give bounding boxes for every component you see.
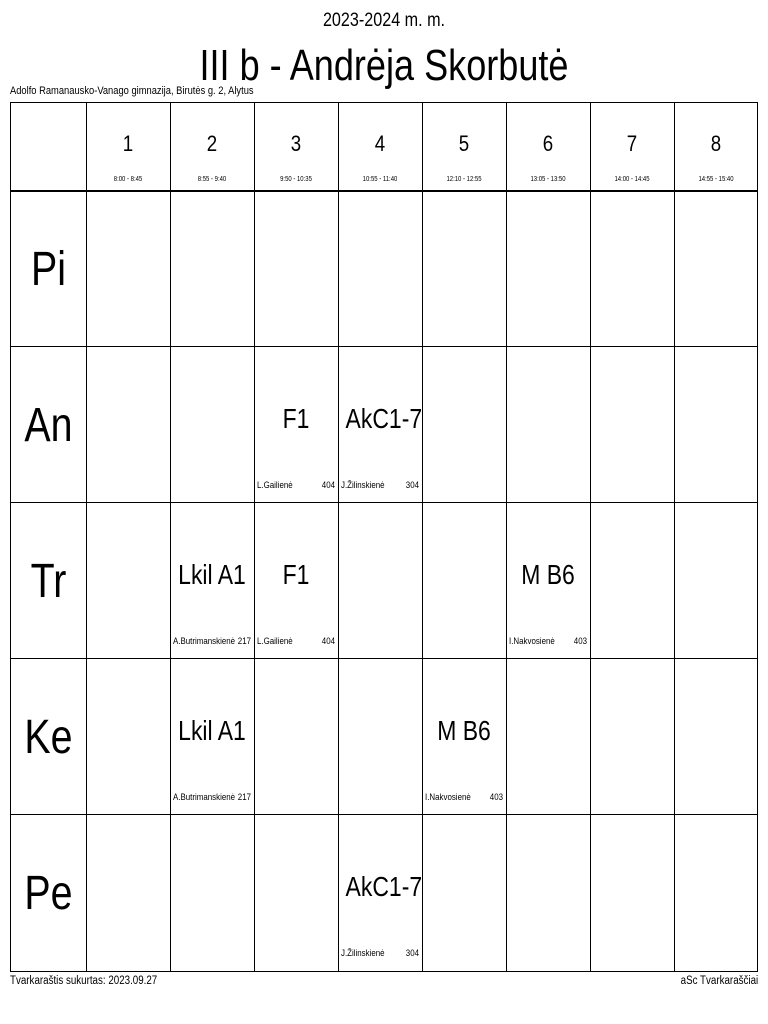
period-time: 8:55 - 9:40 bbox=[197, 176, 227, 183]
lesson-subject: F1 bbox=[282, 403, 310, 434]
lesson-room: 217 bbox=[237, 636, 251, 646]
period-time: 14:55 - 15:40 bbox=[698, 176, 734, 183]
period-number: 5 bbox=[458, 131, 470, 156]
day-label: Pe bbox=[24, 867, 73, 920]
lesson-cell bbox=[422, 658, 506, 814]
period-number: 1 bbox=[122, 131, 134, 156]
page-title: III b - Andrėja Skorbutė bbox=[199, 41, 569, 90]
period-time: 12:10 - 12:55 bbox=[446, 176, 482, 183]
period-number: 3 bbox=[290, 131, 302, 156]
grid-column-divider bbox=[590, 103, 591, 971]
lesson-subject: Lkil A1 bbox=[178, 559, 246, 590]
grid-row-divider bbox=[11, 658, 757, 659]
grid-column-divider bbox=[86, 103, 87, 971]
lesson-cell bbox=[338, 346, 422, 502]
lesson-cell bbox=[338, 814, 422, 970]
brand-label: aSc Tvarkaraščiai bbox=[680, 975, 758, 987]
lesson-room: 404 bbox=[321, 480, 335, 490]
lesson-subject: M B6 bbox=[437, 715, 491, 746]
day-label: An bbox=[24, 399, 73, 452]
lesson-teacher: L.Gailienė bbox=[257, 636, 293, 646]
lesson-subject: Lkil A1 bbox=[178, 715, 246, 746]
period-time: 13:05 - 13:50 bbox=[530, 176, 566, 183]
lesson-teacher: A.Butrimanskienė bbox=[173, 636, 236, 646]
lesson-room: 404 bbox=[321, 636, 335, 646]
lesson-room: 217 bbox=[237, 792, 251, 802]
lesson-room: 403 bbox=[489, 792, 503, 802]
period-time: 10:55 - 11:40 bbox=[362, 176, 398, 183]
period-time: 14:00 - 14:45 bbox=[614, 176, 650, 183]
period-number: 6 bbox=[542, 131, 554, 156]
lesson-room: 403 bbox=[573, 636, 587, 646]
lesson-room: 304 bbox=[405, 948, 419, 958]
period-number: 2 bbox=[206, 131, 218, 156]
grid-column-divider bbox=[422, 103, 423, 971]
period-time: 8:00 - 8:45 bbox=[113, 176, 143, 183]
day-label: Tr bbox=[30, 555, 67, 608]
lesson-room: 304 bbox=[405, 480, 419, 490]
period-time: 9:50 - 10:35 bbox=[280, 176, 312, 183]
lesson-teacher: J.Žilinskienė bbox=[341, 948, 385, 958]
school-address: Adolfo Ramanausko-Vanago gimnazija, Birutės g. 2, Alytus bbox=[10, 85, 254, 97]
day-label: Ke bbox=[24, 711, 73, 764]
lesson-subject: F1 bbox=[282, 559, 310, 590]
lesson-subject: M B6 bbox=[521, 559, 575, 590]
lesson-teacher: A.Butrimanskienė bbox=[173, 792, 236, 802]
lesson-teacher: I.Nakvosienė bbox=[509, 636, 555, 646]
school-year: 2023-2024 m. m. bbox=[322, 10, 446, 31]
lesson-subject: AkC1-7 bbox=[345, 871, 423, 902]
timetable-grid bbox=[10, 102, 758, 972]
lesson-subject: AkC1-7 bbox=[345, 403, 423, 434]
lesson-teacher: L.Gailienė bbox=[257, 480, 293, 490]
day-label: Pi bbox=[30, 243, 67, 296]
lesson-teacher: J.Žilinskienė bbox=[341, 480, 385, 490]
created-date: Tvarkaraštis sukurtas: 2023.09.27 bbox=[10, 975, 158, 987]
period-number: 7 bbox=[626, 131, 638, 156]
period-number: 4 bbox=[374, 131, 386, 156]
lesson-cell bbox=[506, 502, 590, 658]
lesson-cell bbox=[254, 346, 338, 502]
period-number: 8 bbox=[710, 131, 722, 156]
grid-row-divider bbox=[11, 502, 757, 503]
grid-row-divider bbox=[11, 190, 757, 192]
lesson-teacher: I.Nakvosienė bbox=[425, 792, 471, 802]
lesson-cell bbox=[254, 502, 338, 658]
lesson-cell bbox=[170, 658, 254, 814]
lesson-cell bbox=[170, 502, 254, 658]
grid-column-divider bbox=[674, 103, 675, 971]
